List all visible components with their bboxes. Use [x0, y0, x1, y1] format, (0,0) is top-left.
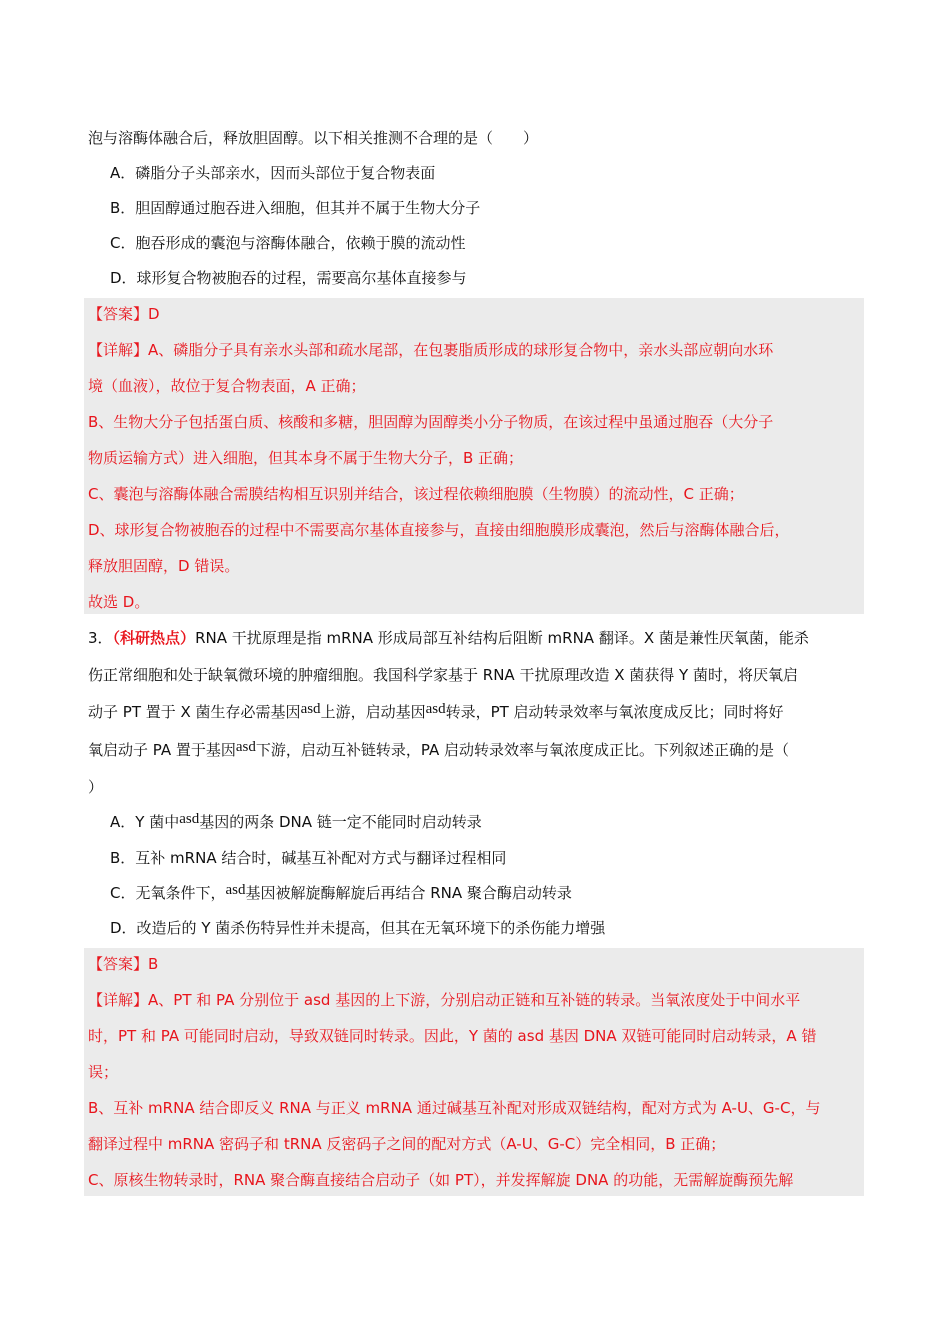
detail-label: 【详解】 [88, 991, 149, 1009]
q2-option-d: D．球形复合物被胞吞的过程，需要高尔基体直接参与 [110, 269, 467, 287]
q3-answer [88, 954, 158, 974]
answer-label: 【答案】 [88, 305, 149, 323]
q3-detail-line: 误； [88, 1063, 119, 1081]
gene-name: asd [225, 882, 246, 898]
gene-name: asd [235, 739, 256, 755]
q3-option-b: B．互补 mRNA 结合时，碱基互补配对方式与翻译过程相同 [110, 849, 507, 867]
q3-stem-line: 伤正常细胞和处于缺氧微环境的肿瘤细胞。我国科学家基于 RNA 干扰原理改造 X 菌获得 Y 菌时，将厌氧启 [88, 666, 798, 684]
q2-detail-line: 释放胆固醇，D 错误。 [88, 557, 240, 575]
q3-answer-box [84, 948, 864, 1196]
q2-answer [88, 304, 160, 324]
q2-detail-line: 【详解】A、磷脂分子具有亲水头部和疏水尾部，在包裹脂质形成的球形复合物中，亲水头部应朝向水环 [88, 341, 774, 359]
q3-detail-line: B、互补 mRNA 结合即反义 RNA 与正义 mRNA 通过碱基互补配对形成双链结构，配对方式为 A-U、G-C，与 [88, 1099, 821, 1117]
answer-value: D [148, 305, 160, 323]
q2-detail-line: D、球形复合物被胞吞的过程中不需要高尔基体直接参与，直接由细胞膜形成囊泡，然后与溶酶体融合后， [88, 521, 790, 539]
answer-value: B [148, 955, 159, 973]
q3-detail-line: 翻译过程中 mRNA 密码子和 tRNA 反密码子之间的配对方式（A-U、G-C）完全相同，B 正确； [88, 1135, 726, 1153]
q3-option-d: D．改造后的 Y 菌杀伤特异性并未提高，但其在无氧环境下的杀伤能力增强 [110, 919, 606, 937]
q2-detail-line: C、囊泡与溶酶体融合需膜结构相互识别并结合，该过程依赖细胞膜（生物膜）的流动性，C 正确； [88, 485, 744, 503]
question-number: 3． [88, 629, 113, 647]
q3-option-c: C．无氧条件下，asd基因被解旋酶解旋后再结合 RNA 聚合酶启动转录 [110, 882, 572, 902]
q3-stem-line: ） [88, 778, 104, 796]
q3-detail-line: 时，PT 和 PA 可能同时启动，导致双链同时转录。因此，Y 菌的 asd 基因 DNA 双链可能同时启动转录，A 错 [88, 1027, 817, 1045]
q2-detail-line: 故选 D。 [88, 593, 150, 611]
detail-label: 【详解】 [88, 341, 149, 359]
q3-stem-line: 3．（科研热点）RNA 干扰原理是指 mRNA 形成局部互补结构后阻断 mRNA 翻译。X 菌是兼性厌氧菌，能杀 [88, 629, 809, 647]
q3-detail-line: C、原核生物转录时，RNA 聚合酶直接结合启动子（如 PT），并发挥解旋 DNA 的功能，无需解旋酶预先解 [88, 1171, 794, 1189]
q2-detail-line: B、生物大分子包括蛋白质、核酸和多糖，胆固醇为固醇类小分子物质，在该过程中虽通过胞吞（大分子 [88, 413, 774, 431]
hot-topic-tag: （科研热点） [112, 629, 196, 647]
q2-stem-tail: 泡与溶酶体融合后，释放胆固醇。以下相关推测不合理的是（ ） [88, 129, 539, 147]
q2-detail-line: 境（血液），故位于复合物表面，A 正确； [88, 377, 366, 395]
q3-stem-line: 氧启动子 PA 置于基因asd下游，启动互补链转录，PA 启动转录效率与氧浓度成正比。下列叙述正确的是（ [88, 739, 790, 759]
gene-name: asd [300, 701, 321, 717]
answer-label: 【答案】 [88, 955, 149, 973]
q3-option-a: A．Y 菌中asd基因的两条 DNA 链一定不能同时启动转录 [110, 811, 482, 831]
gene-name: asd [179, 811, 200, 827]
q2-option-b: B．胆固醇通过胞吞进入细胞，但其并不属于生物大分子 [110, 199, 481, 217]
gene-name: asd [425, 701, 446, 717]
q2-detail-line: 物质运输方式）进入细胞，但其本身不属于生物大分子，B 正确； [88, 449, 524, 467]
q3-stem-line: 动子 PT 置于 X 菌生存必需基因asd上游，启动基因asd转录，PT 启动转录效率与氧浓度成反比；同时将好 [88, 701, 784, 721]
q2-option-c: C．胞吞形成的囊泡与溶酶体融合，依赖于膜的流动性 [110, 234, 466, 252]
q3-detail-line: 【详解】A、PT 和 PA 分别位于 asd 基因的上下游，分别启动正链和互补链的转录。当氧浓度处于中间水平 [88, 991, 801, 1009]
q2-option-a: A．磷脂分子头部亲水，因而头部位于复合物表面 [110, 164, 436, 182]
